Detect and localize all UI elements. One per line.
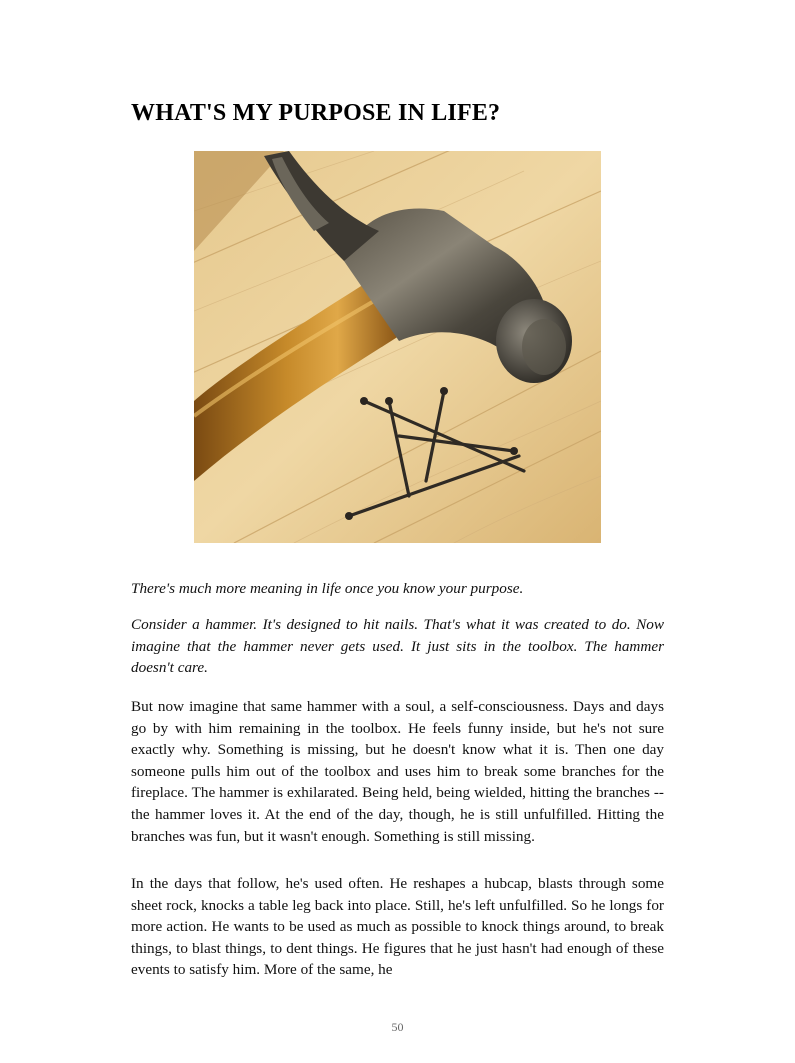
intro-paragraph: There's much more meaning in life once you know your purpose. [131,580,524,597]
page-title: WHAT'S MY PURPOSE IN LIFE? [131,100,501,126]
hammer-and-nails-photo [194,151,601,543]
soul-paragraph: But now imagine that same hammer with a soul, a self-consciousness. Days and days go by with him remaining in the toolbox. He feels funny inside, but he's not sure exactly why. Something is missing, but he doesn't know what it is. Then one day someone pulls him out of the toolbox and uses him to break some branches for the fireplace. The hammer is exhilarated. Being held, being wielded, hitting the branches -- the hammer loves it. At the end of the day, though, he is still unfulfilled. Hitting the branches was fun, but it wasn't enough. Something is still missing. [131,698,664,845]
page-number: 50 [391,1020,404,1034]
days-paragraph: In the days that follow, he's used often. He reshapes a hubcap, blasts through some sheet rock, knocks a table leg back into place. Still, he's left unfulfilled. So he longs for more action. He wants to be used as much as possible to knock things around, to break things, to blast things, to dent things. He figures that he just hasn't had enough of these events to satisfy him. More of the same, he [131,875,664,979]
hammer-paragraph: Consider a hammer. It's designed to hit nails. That's what it was created to do. Now imagine that the hammer never gets used. It just sits in the toolbox. The hammer doesn't care. [131,616,664,677]
